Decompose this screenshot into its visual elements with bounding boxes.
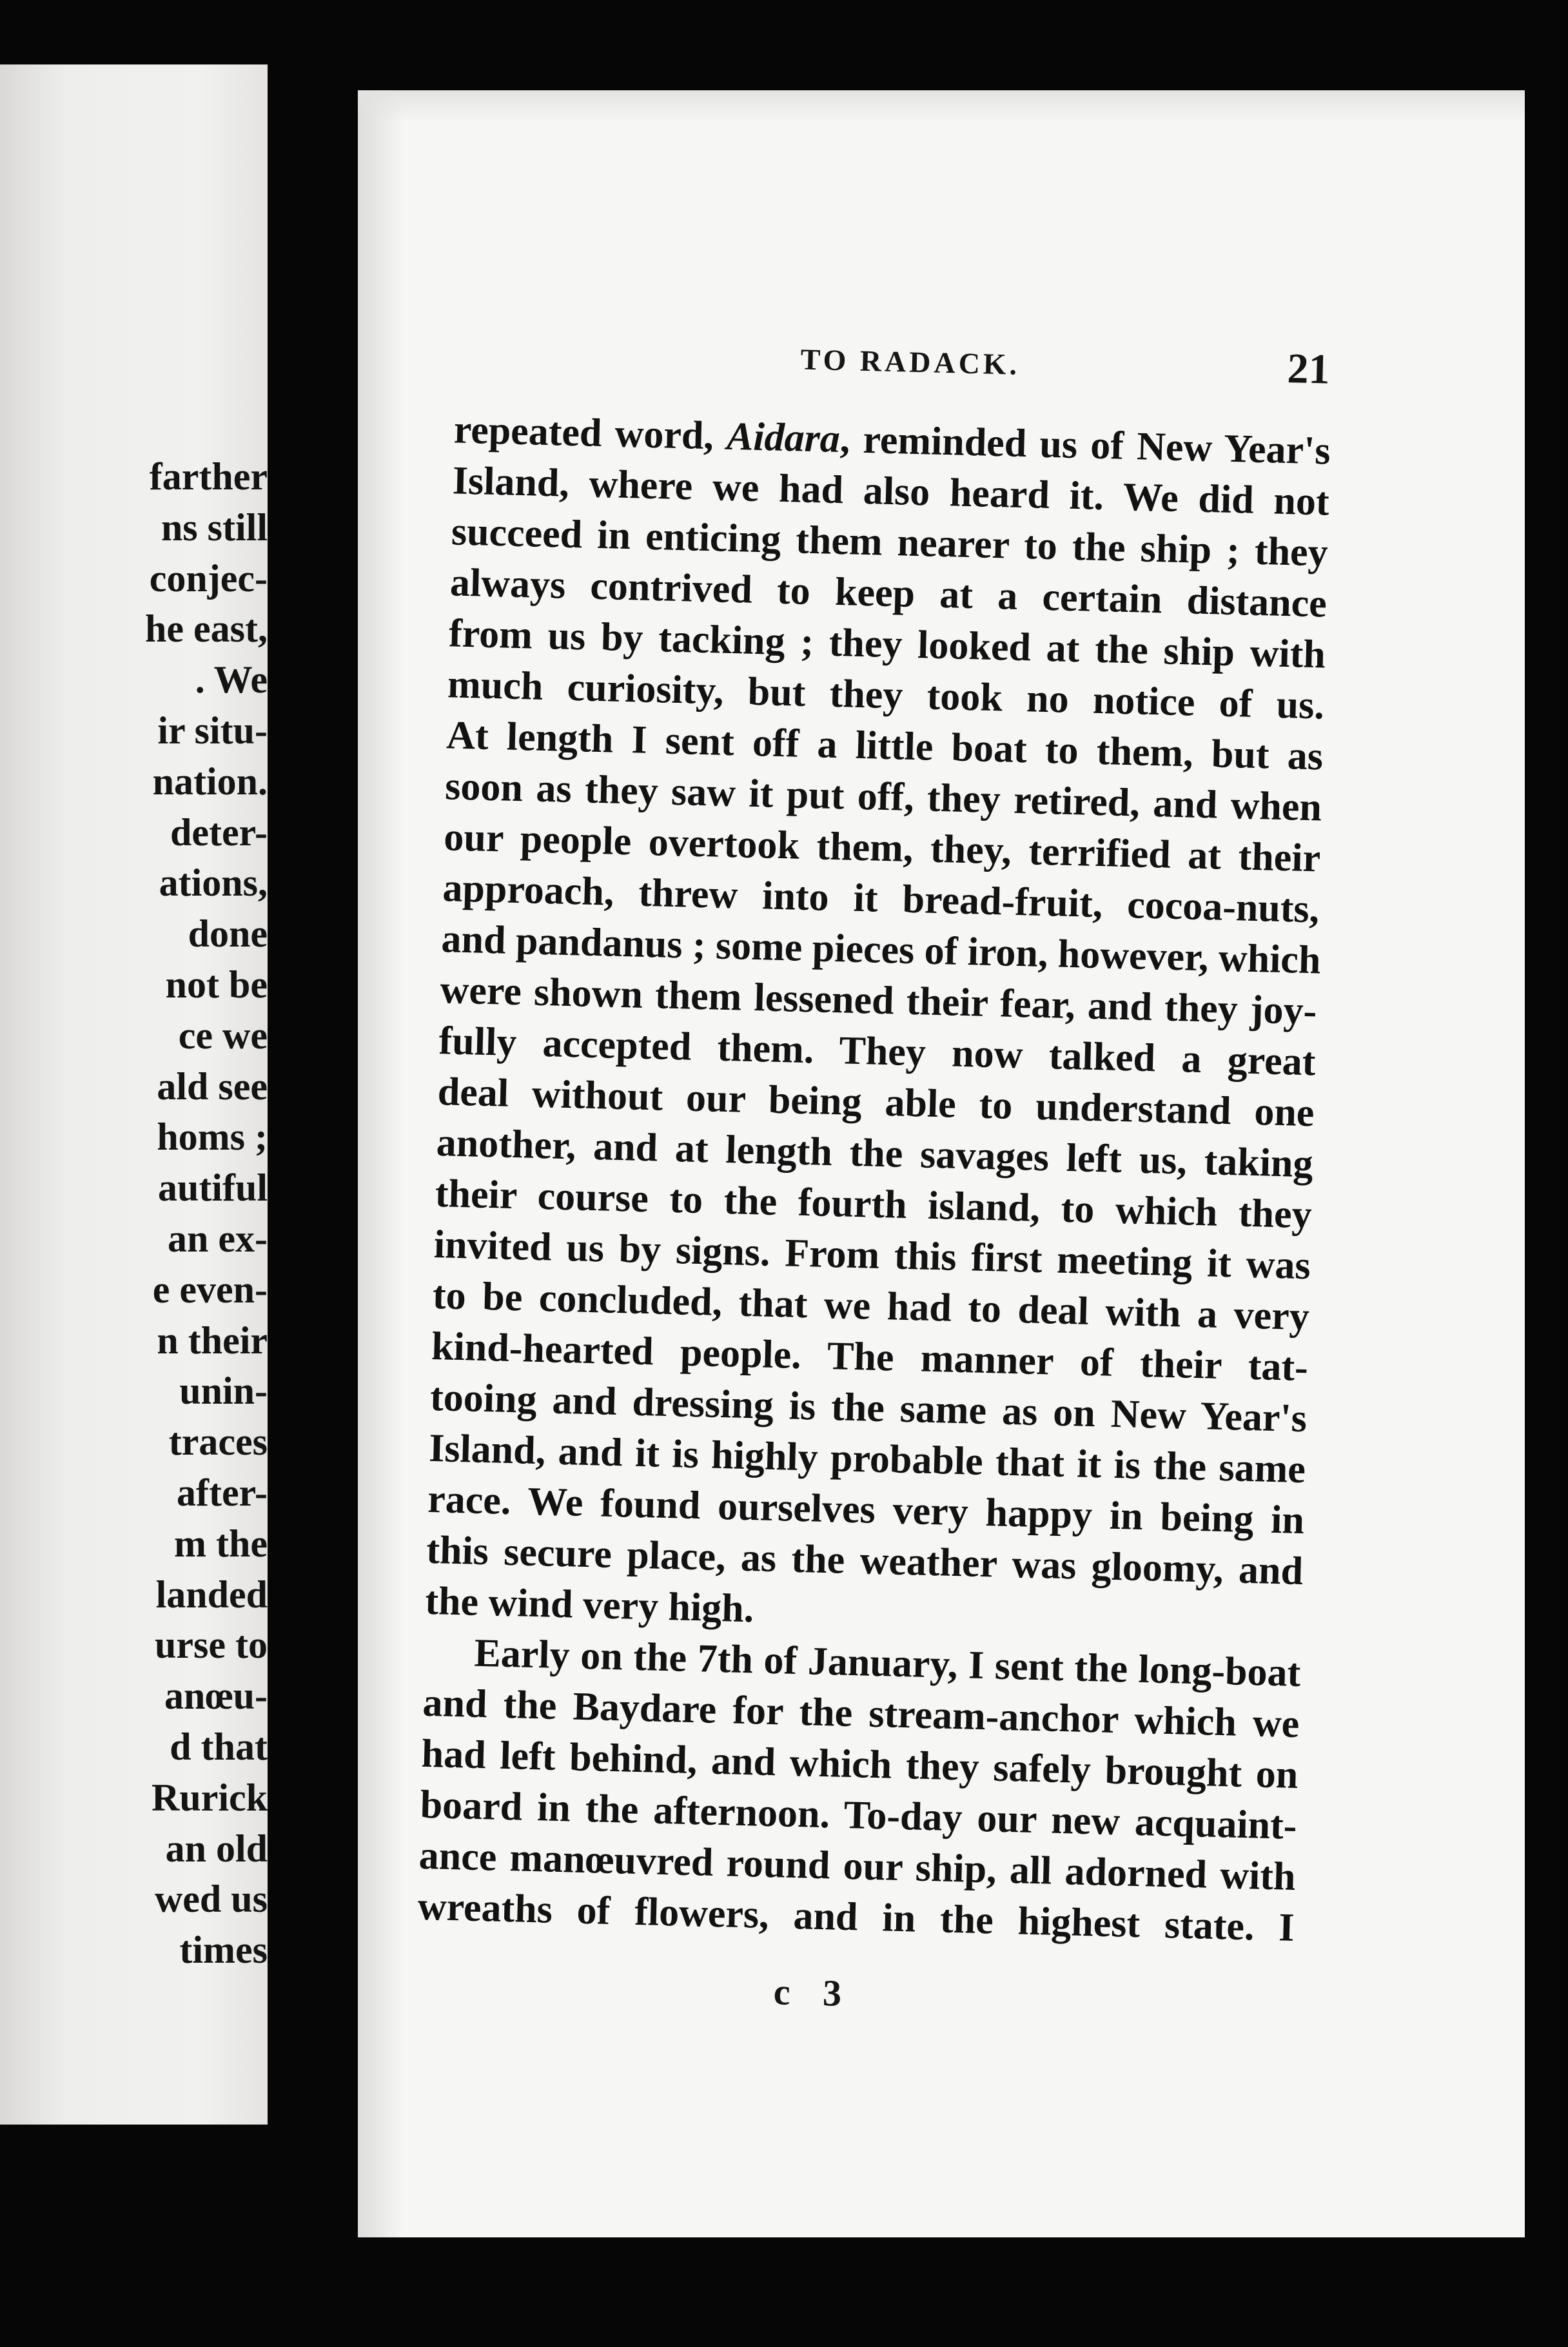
text-line: and the Baydare for the stream-anchor which we <box>422 1680 1300 1747</box>
facing-line: e even- <box>152 1268 268 1311</box>
text-line: approach, threw into it bread-fruit, cocoa-nuts, <box>442 866 1320 932</box>
facing-line: autiful <box>157 1166 268 1210</box>
signature-mark: c 3 <box>773 1970 854 2015</box>
facing-line: wed us <box>154 1878 268 1921</box>
facing-line: after- <box>177 1471 268 1514</box>
page-number: 21 <box>1286 344 1331 393</box>
facing-line: an old <box>165 1827 268 1870</box>
text-line: tooing and dressing is the same as on New Year's <box>429 1375 1308 1441</box>
facing-line: deter- <box>170 810 268 854</box>
facing-line: urse to <box>155 1624 268 1667</box>
text-line: always contrived to keep at a certain distance <box>449 560 1328 626</box>
facing-line: m the <box>174 1522 268 1565</box>
facing-line: ations, <box>159 861 268 905</box>
facing-line: nation. <box>152 760 268 803</box>
text-line: board in the afternoon. To-day our new acquaint- <box>419 1782 1298 1848</box>
text-line: wreaths of flowers, and in the highest state. I <box>417 1884 1295 1950</box>
body-text <box>417 404 1331 1954</box>
facing-line: farther <box>149 455 268 498</box>
text-line: this secure place, as the weather was gloomy, and <box>426 1527 1304 1594</box>
facing-line: homs ; <box>157 1115 268 1159</box>
facing-line: ce we <box>178 1014 268 1057</box>
italic-word: Aidara <box>726 414 841 462</box>
text-line: were shown them lessened their fear, and they joy- <box>439 968 1318 1034</box>
text-line: At length I sent off a little boat to them, but as <box>446 713 1324 779</box>
facing-line: unin- <box>179 1370 268 1413</box>
facing-line: traces <box>168 1420 268 1464</box>
text-line: Island, where we had also heard it. We did not <box>452 458 1330 524</box>
facing-line: an ex- <box>168 1217 268 1260</box>
text-line: our people overtook them, they, terrified at their <box>443 815 1321 881</box>
text-line-start: repeated word, <box>453 408 728 458</box>
text-line: succeed in enticing them nearer to the ship ; they <box>451 509 1329 575</box>
facing-line: Rurick <box>152 1776 268 1819</box>
facing-line: landed <box>155 1573 268 1616</box>
facing-line: n their <box>157 1319 268 1362</box>
text-line: had left behind, and which they safely brought on <box>420 1731 1299 1798</box>
text-line: fully accepted them. They now talked a great <box>438 1019 1317 1085</box>
text-line: another, and at length the savages left us, taking <box>436 1121 1314 1186</box>
facing-line: not be <box>165 963 268 1006</box>
facing-line: anœu- <box>164 1674 268 1718</box>
text-line: their course to the fourth island, to which they <box>435 1172 1313 1237</box>
text-line: Island, and it is highly probable that it is the same <box>428 1426 1306 1492</box>
text-line: from us by tacking ; they looked at the ship with <box>448 611 1326 677</box>
text-line: deal without our being able to understand one <box>437 1070 1315 1135</box>
facing-line: times <box>179 1929 268 1972</box>
text-line: soon as they saw it put off, they retired, and when <box>444 764 1322 830</box>
facing-line: ald see <box>157 1065 268 1108</box>
facing-line: ns still <box>161 506 268 549</box>
text-line: Early on the 7th of January, I sent the long-boat <box>473 1631 1302 1696</box>
text-line: race. We found ourselves very happy in being in <box>427 1477 1305 1543</box>
facing-line: ir situ- <box>157 709 268 752</box>
text-line: kind-hearted people. The manner of their tat- <box>431 1324 1309 1390</box>
text-line: much curiosity, but they took no notice of us. <box>447 662 1325 728</box>
facing-line: . We <box>195 658 268 702</box>
text-line: to be concluded, that we had to deal with a very <box>432 1273 1310 1339</box>
text-line: the wind very high. <box>424 1578 755 1631</box>
text-line: invited us by signs. From this first meeting it was <box>433 1223 1311 1288</box>
text-line-end: , reminded us of New Year's <box>839 417 1331 473</box>
text-line: and pandanus ; some pieces of iron, however, which <box>440 917 1322 983</box>
facing-line: conjec- <box>149 556 268 600</box>
running-head: TO RADACK. <box>800 342 1021 381</box>
facing-line: done <box>188 912 268 956</box>
text-line: ance manœuvred round our ship, all adorned with <box>418 1833 1297 1899</box>
facing-line: he east, <box>145 607 268 651</box>
facing-line: d that <box>170 1725 268 1768</box>
